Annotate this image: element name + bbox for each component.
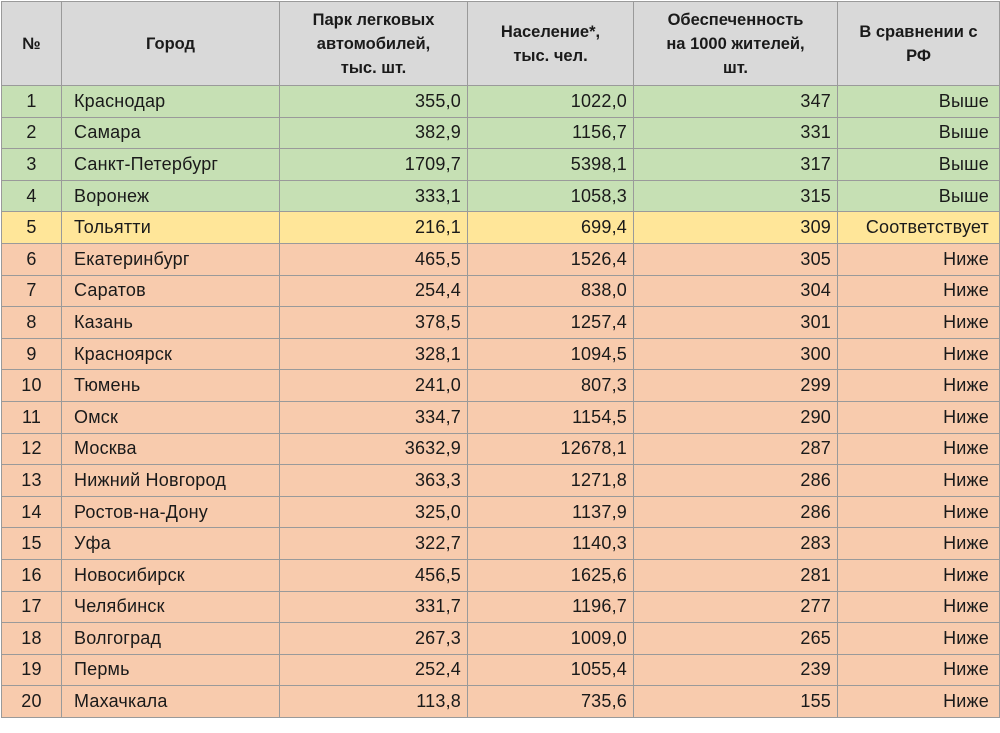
cars-per-1000-cell: 300 [634, 338, 838, 370]
table-row [2, 275, 1000, 307]
comparison-cell: Ниже [838, 528, 1000, 560]
table-row [2, 307, 1000, 339]
row-number-cell: 20 [2, 686, 62, 718]
cars-per-1000-cell: 317 [634, 149, 838, 181]
car-fleet-cell: 382,9 [280, 117, 468, 149]
cars-per-1000-cell: 331 [634, 117, 838, 149]
table-row [2, 528, 1000, 560]
population-cell: 1156,7 [468, 117, 634, 149]
population-cell: 1055,4 [468, 654, 634, 686]
city-name-cell: Уфа [62, 528, 280, 560]
population-cell: 12678,1 [468, 433, 634, 465]
comparison-cell: Ниже [838, 243, 1000, 275]
table-row [2, 591, 1000, 623]
table-row [2, 433, 1000, 465]
table-row [2, 86, 1000, 118]
row-number-cell: 1 [2, 86, 62, 118]
comparison-cell: Ниже [838, 654, 1000, 686]
comparison-cell: Ниже [838, 465, 1000, 497]
population-cell: 1526,4 [468, 243, 634, 275]
population-cell: 1022,0 [468, 86, 634, 118]
comparison-cell: Ниже [838, 401, 1000, 433]
table-row [2, 559, 1000, 591]
header-population: Население*, тыс. чел. [468, 2, 634, 86]
header-num: № [2, 2, 62, 86]
comparison-cell: Ниже [838, 275, 1000, 307]
cars-per-1000-cell: 281 [634, 559, 838, 591]
header-compare: В сравнении с РФ [838, 2, 1000, 86]
comparison-cell: Выше [838, 86, 1000, 118]
car-fleet-cell: 1709,7 [280, 149, 468, 181]
city-name-cell: Казань [62, 307, 280, 339]
cars-per-1000-cell: 283 [634, 528, 838, 560]
cars-per-1000-cell: 299 [634, 370, 838, 402]
city-name-cell: Махачкала [62, 686, 280, 718]
row-number-cell: 3 [2, 149, 62, 181]
city-name-cell: Самара [62, 117, 280, 149]
cars-per-1000-cell: 287 [634, 433, 838, 465]
comparison-cell: Ниже [838, 307, 1000, 339]
row-number-cell: 7 [2, 275, 62, 307]
cars-per-1000-cell: 309 [634, 212, 838, 244]
header-per-1000: Обеспеченность на 1000 жителей, шт. [634, 2, 838, 86]
table-row [2, 686, 1000, 718]
population-cell: 1140,3 [468, 528, 634, 560]
comparison-cell: Ниже [838, 591, 1000, 623]
city-name-cell: Волгоград [62, 623, 280, 655]
row-number-cell: 17 [2, 591, 62, 623]
population-cell: 1154,5 [468, 401, 634, 433]
row-number-cell: 6 [2, 243, 62, 275]
city-name-cell: Нижний Новгород [62, 465, 280, 497]
car-fleet-cell: 331,7 [280, 591, 468, 623]
car-fleet-cell: 241,0 [280, 370, 468, 402]
population-cell: 1625,6 [468, 559, 634, 591]
population-cell: 1257,4 [468, 307, 634, 339]
city-name-cell: Тольятти [62, 212, 280, 244]
table-row [2, 654, 1000, 686]
header-city: Город [62, 2, 280, 86]
population-cell: 1137,9 [468, 496, 634, 528]
population-cell: 1196,7 [468, 591, 634, 623]
row-number-cell: 13 [2, 465, 62, 497]
car-fleet-cell: 328,1 [280, 338, 468, 370]
city-name-cell: Краснодар [62, 86, 280, 118]
comparison-cell: Ниже [838, 686, 1000, 718]
table-row [2, 243, 1000, 275]
population-cell: 735,6 [468, 686, 634, 718]
population-cell: 807,3 [468, 370, 634, 402]
table-header-row [2, 2, 1000, 86]
car-fleet-cell: 267,3 [280, 623, 468, 655]
table-body [2, 86, 1000, 718]
cars-per-1000-cell: 286 [634, 496, 838, 528]
cars-per-1000-cell: 239 [634, 654, 838, 686]
car-fleet-cell: 378,5 [280, 307, 468, 339]
comparison-cell: Соответствует [838, 212, 1000, 244]
population-cell: 1094,5 [468, 338, 634, 370]
row-number-cell: 4 [2, 180, 62, 212]
table-row [2, 401, 1000, 433]
cars-per-1000-cell: 290 [634, 401, 838, 433]
table-row [2, 338, 1000, 370]
car-fleet-cell: 216,1 [280, 212, 468, 244]
city-name-cell: Новосибирск [62, 559, 280, 591]
row-number-cell: 10 [2, 370, 62, 402]
table-row [2, 149, 1000, 181]
table-row [2, 117, 1000, 149]
car-fleet-cell: 254,4 [280, 275, 468, 307]
city-name-cell: Омск [62, 401, 280, 433]
row-number-cell: 12 [2, 433, 62, 465]
population-cell: 5398,1 [468, 149, 634, 181]
city-name-cell: Тюмень [62, 370, 280, 402]
comparison-cell: Выше [838, 117, 1000, 149]
comparison-cell: Ниже [838, 559, 1000, 591]
car-fleet-cell: 456,5 [280, 559, 468, 591]
car-fleet-cell: 113,8 [280, 686, 468, 718]
car-fleet-cell: 252,4 [280, 654, 468, 686]
population-cell: 1058,3 [468, 180, 634, 212]
table-row [2, 212, 1000, 244]
comparison-cell: Ниже [838, 496, 1000, 528]
city-name-cell: Ростов-на-Дону [62, 496, 280, 528]
table-row [2, 370, 1000, 402]
comparison-cell: Ниже [838, 370, 1000, 402]
row-number-cell: 9 [2, 338, 62, 370]
cars-per-1000-cell: 265 [634, 623, 838, 655]
comparison-cell: Ниже [838, 433, 1000, 465]
table-row [2, 465, 1000, 497]
row-number-cell: 11 [2, 401, 62, 433]
comparison-cell: Выше [838, 149, 1000, 181]
city-name-cell: Москва [62, 433, 280, 465]
car-fleet-cell: 334,7 [280, 401, 468, 433]
car-fleet-cell: 465,5 [280, 243, 468, 275]
row-number-cell: 8 [2, 307, 62, 339]
row-number-cell: 19 [2, 654, 62, 686]
cars-per-1000-cell: 286 [634, 465, 838, 497]
car-ownership-table [1, 1, 1000, 718]
city-name-cell: Екатеринбург [62, 243, 280, 275]
comparison-cell: Ниже [838, 338, 1000, 370]
row-number-cell: 2 [2, 117, 62, 149]
city-name-cell: Воронеж [62, 180, 280, 212]
cars-per-1000-cell: 155 [634, 686, 838, 718]
car-fleet-cell: 363,3 [280, 465, 468, 497]
cars-per-1000-cell: 304 [634, 275, 838, 307]
city-name-cell: Саратов [62, 275, 280, 307]
row-number-cell: 15 [2, 528, 62, 560]
cars-per-1000-cell: 277 [634, 591, 838, 623]
table-row [2, 496, 1000, 528]
car-fleet-cell: 333,1 [280, 180, 468, 212]
comparison-cell: Ниже [838, 623, 1000, 655]
city-name-cell: Челябинск [62, 591, 280, 623]
car-fleet-cell: 325,0 [280, 496, 468, 528]
cars-per-1000-cell: 301 [634, 307, 838, 339]
row-number-cell: 16 [2, 559, 62, 591]
comparison-cell: Выше [838, 180, 1000, 212]
table-row [2, 180, 1000, 212]
row-number-cell: 14 [2, 496, 62, 528]
cars-per-1000-cell: 347 [634, 86, 838, 118]
population-cell: 1009,0 [468, 623, 634, 655]
car-fleet-cell: 3632,9 [280, 433, 468, 465]
population-cell: 1271,8 [468, 465, 634, 497]
population-cell: 838,0 [468, 275, 634, 307]
city-name-cell: Красноярск [62, 338, 280, 370]
header-cars: Парк легковых автомобилей, тыс. шт. [280, 2, 468, 86]
city-name-cell: Санкт-Петербург [62, 149, 280, 181]
city-name-cell: Пермь [62, 654, 280, 686]
cars-per-1000-cell: 315 [634, 180, 838, 212]
table-row [2, 623, 1000, 655]
cars-per-1000-cell: 305 [634, 243, 838, 275]
car-fleet-cell: 322,7 [280, 528, 468, 560]
population-cell: 699,4 [468, 212, 634, 244]
car-fleet-cell: 355,0 [280, 86, 468, 118]
row-number-cell: 5 [2, 212, 62, 244]
row-number-cell: 18 [2, 623, 62, 655]
